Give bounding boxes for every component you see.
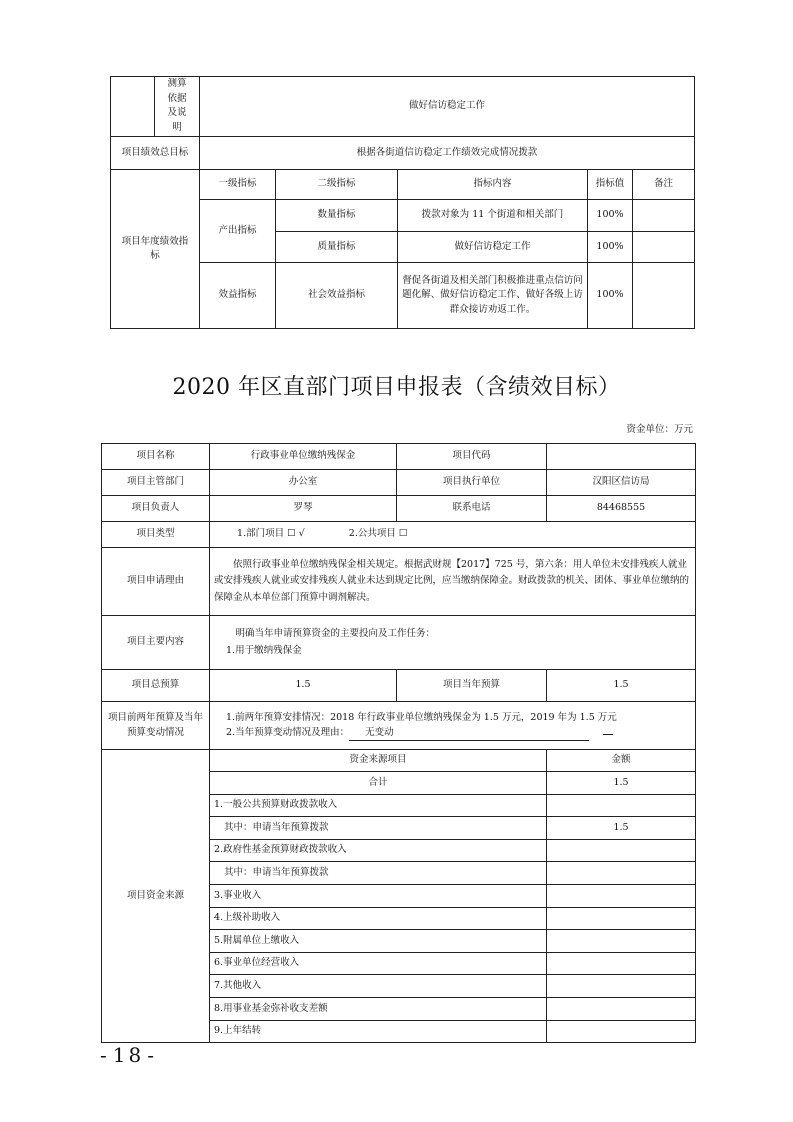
total-budget-label: 项目总预算 [102, 670, 210, 702]
annual-indicators-label: 项目年度绩效指标 [111, 169, 200, 328]
funds-row-item: 其中：申请当年预算拨款 [210, 862, 547, 885]
budget-change-value [210, 702, 696, 750]
code-label: 项目代码 [397, 444, 547, 470]
page-number: - 18 - [100, 1043, 157, 1067]
blank-cell [111, 77, 155, 137]
content-line-2: 1.用于缴纳残保金 [226, 644, 302, 656]
funds-header-item: 资金来源项目 [210, 750, 547, 772]
remark-cell [633, 231, 695, 262]
phone-label: 联系电话 [397, 496, 547, 522]
funds-row-item: 5.附属单位上缴收入 [210, 930, 547, 953]
content-label: 项目主要内容 [102, 616, 210, 670]
funds-row-amount [547, 997, 696, 1020]
year-budget-label: 项目当年预算 [397, 670, 547, 702]
content-cell: 做好信访稳定工作 [398, 231, 588, 262]
funds-row-item: 2.政府性基金预算财政拨款收入 [210, 839, 547, 862]
header-remark: 备注 [633, 169, 695, 199]
value-cell: 100% [588, 262, 633, 328]
funds-header-amount: 金额 [547, 750, 696, 772]
type-label: 项目类型 [102, 522, 210, 548]
owner-label: 项目负责人 [102, 496, 210, 522]
funds-row-amount [547, 907, 696, 930]
funds-row-item: 4.上级补助收入 [210, 907, 547, 930]
change-reason: 无变动 [365, 727, 394, 738]
remark-cell [633, 199, 695, 231]
header-value: 指标值 [588, 169, 633, 199]
value-cell: 100% [588, 199, 633, 231]
budget-change-label: 项目前两年预算及当年预算变动情况 [102, 702, 210, 750]
funds-row-item: 9.上年结转 [210, 1020, 547, 1043]
funds-row-item: 6.事业单位经营收入 [210, 952, 547, 975]
funds-row-item: 3.事业收入 [210, 884, 547, 907]
page-title: 2020 年区直部门项目申报表（含绩效目标） [172, 375, 621, 400]
funds-row-amount [547, 1020, 696, 1043]
reason-value: 依照行政事业单位缴纳残保金相关规定。根据武财规【2017】725 号，第六条：用人单位未安排残疾人就业或安排残疾人就业或安排残疾人就业未达到规定比例，应当缴纳保障金。财政拨款的机关、团体、事业单位缴纳的保障金从本单位部门预算中调剂解决。 [210, 548, 696, 616]
content-cell: 督促各街道及相关部门积极推进重点信访问题化解、做好信访稳定工作、做好各级上访群众接访劝返工作。 [398, 262, 588, 328]
funds-row-amount: 1.5 [547, 772, 696, 795]
funds-row-amount [547, 839, 696, 862]
overall-goal-value: 根据各街道信访稳定工作绩效完成情况拨款 [200, 136, 695, 169]
funds-row-amount [547, 794, 696, 817]
calc-basis-label: 测算依据及说明 [155, 77, 200, 137]
header-level1: 一级指标 [200, 169, 276, 199]
exec-label: 项目执行单位 [397, 470, 547, 496]
type-options [210, 522, 696, 548]
project-application-table [101, 443, 696, 1043]
type-option-department: 1.部门项目 ☐ √ [237, 528, 305, 540]
funds-row-amount [547, 975, 696, 998]
currency-unit: 资金单位：万元 [626, 424, 693, 435]
funds-source-label: 项目资金来源 [102, 750, 210, 1043]
change-line-1: 1.前两年预算安排情况：2018 年行政事业单位缴纳残保金为 1.5 万元，2019 年为 1.5 万元 [226, 711, 617, 723]
funds-row-amount [547, 862, 696, 885]
calc-basis-value: 做好信访稳定工作 [200, 77, 695, 137]
header-level2: 二级指标 [276, 169, 398, 199]
funds-row-amount [547, 884, 696, 907]
funds-row-amount [547, 930, 696, 953]
level2-cell: 质量指标 [276, 231, 398, 262]
dept-label: 项目主管部门 [102, 470, 210, 496]
reason-label: 项目申请理由 [102, 548, 210, 616]
funds-row-item: 1.一般公共预算财政拨款收入 [210, 794, 547, 817]
benefit-indicator-label: 效益指标 [200, 262, 276, 328]
remark-cell [633, 262, 695, 328]
funds-row-item: 7.其他收入 [210, 975, 547, 998]
header-content: 指标内容 [398, 169, 588, 199]
code-value [547, 444, 696, 470]
total-budget-value: 1.5 [210, 670, 397, 702]
content-line-1: 明确当年申请预算资金的主要投向及工作任务： [235, 627, 436, 639]
level2-cell: 社会效益指标 [276, 262, 398, 328]
content-value [210, 616, 696, 670]
output-indicator-label: 产出指标 [200, 199, 276, 262]
type-option-public: 2.公共项目 ☐ [348, 528, 408, 540]
owner-value: 罗琴 [210, 496, 397, 522]
funds-row-amount [547, 952, 696, 975]
content-cell: 拨款对象为 11 个街道和相关部门 [398, 199, 588, 231]
exec-value: 汉阳区信访局 [547, 470, 696, 496]
funds-row-item: 其中：申请当年预算拨款 [210, 817, 547, 840]
funds-row-item: 8.用事业基金弥补收支差额 [210, 997, 547, 1020]
name-value: 行政事业单位缴纳残保金 [210, 444, 397, 470]
performance-table [110, 76, 695, 329]
year-budget-value: 1.5 [547, 670, 696, 702]
name-label: 项目名称 [102, 444, 210, 470]
change-line-2: 2.当年预算变动情况及理由： 无变动 [226, 725, 691, 741]
funds-row-item: 合计 [210, 772, 547, 795]
level2-cell: 数量指标 [276, 199, 398, 231]
value-cell: 100% [588, 231, 633, 262]
overall-goal-label: 项目绩效总目标 [111, 136, 200, 169]
funds-row-amount: 1.5 [547, 817, 696, 840]
dept-value: 办公室 [210, 470, 397, 496]
phone-value: 84468555 [547, 496, 696, 522]
